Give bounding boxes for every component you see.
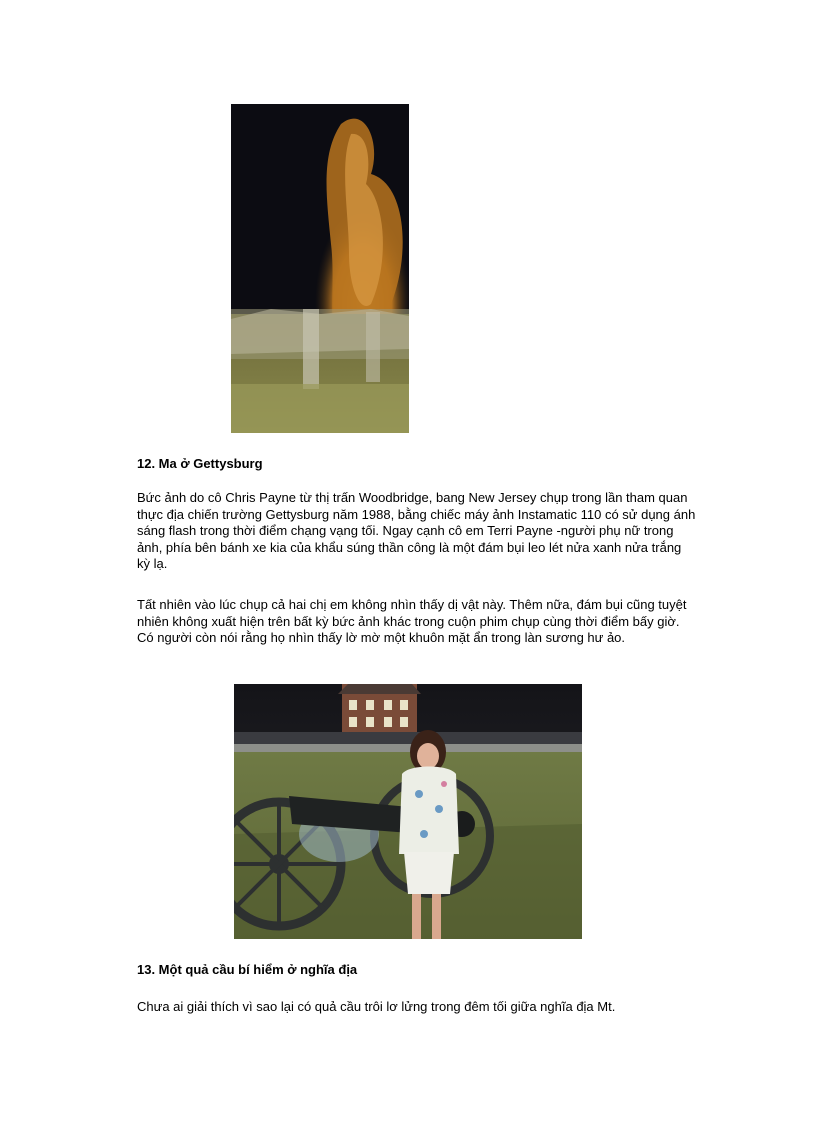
cannon-photo xyxy=(234,684,582,939)
section-13-paragraph-1: Chưa ai giải thích vì sao lại có quả cầu trôi lơ lửng trong đêm tối giữa nghĩa địa Mt. xyxy=(137,999,616,1014)
section-12-heading: 12. Ma ở Gettysburg xyxy=(137,456,263,471)
section-13-heading: 13. Một quả cầu bí hiểm ở nghĩa địa xyxy=(137,962,358,977)
ghost-photo xyxy=(231,104,409,433)
section-12-paragraph-2: Tất nhiên vào lúc chụp cả hai chị em không nhìn thấy dị vật này. Thêm nữa, đám bụi cũng tuyệt nhiên không xuất hiện trên bất kỳ bức ảnh khác trong cuộn phim chụp cùng thời điểm bấy giờ. Có người còn nói rằng họ nhìn thấy lờ mờ một khuôn mặt ẩn trong làn sương hư ảo. xyxy=(137,597,687,645)
section-12-paragraph-1: Bức ảnh do cô Chris Payne từ thị trấn Woodbridge, bang New Jersey chụp trong lần tham quan thực địa chiến trường Gettysburg năm 1988, bằng chiếc máy ảnh Instamatic 110 có sử dụng ánh sáng flash trong thời điểm chạng vạng tối. Ngay cạnh cô em Terri Payne -người phụ nữ trong ảnh, phía bên bánh xe kia của khẩu súng thần công là một đám bụi leo lét nửa xanh nửa trắng kỳ lạ. xyxy=(137,490,696,571)
